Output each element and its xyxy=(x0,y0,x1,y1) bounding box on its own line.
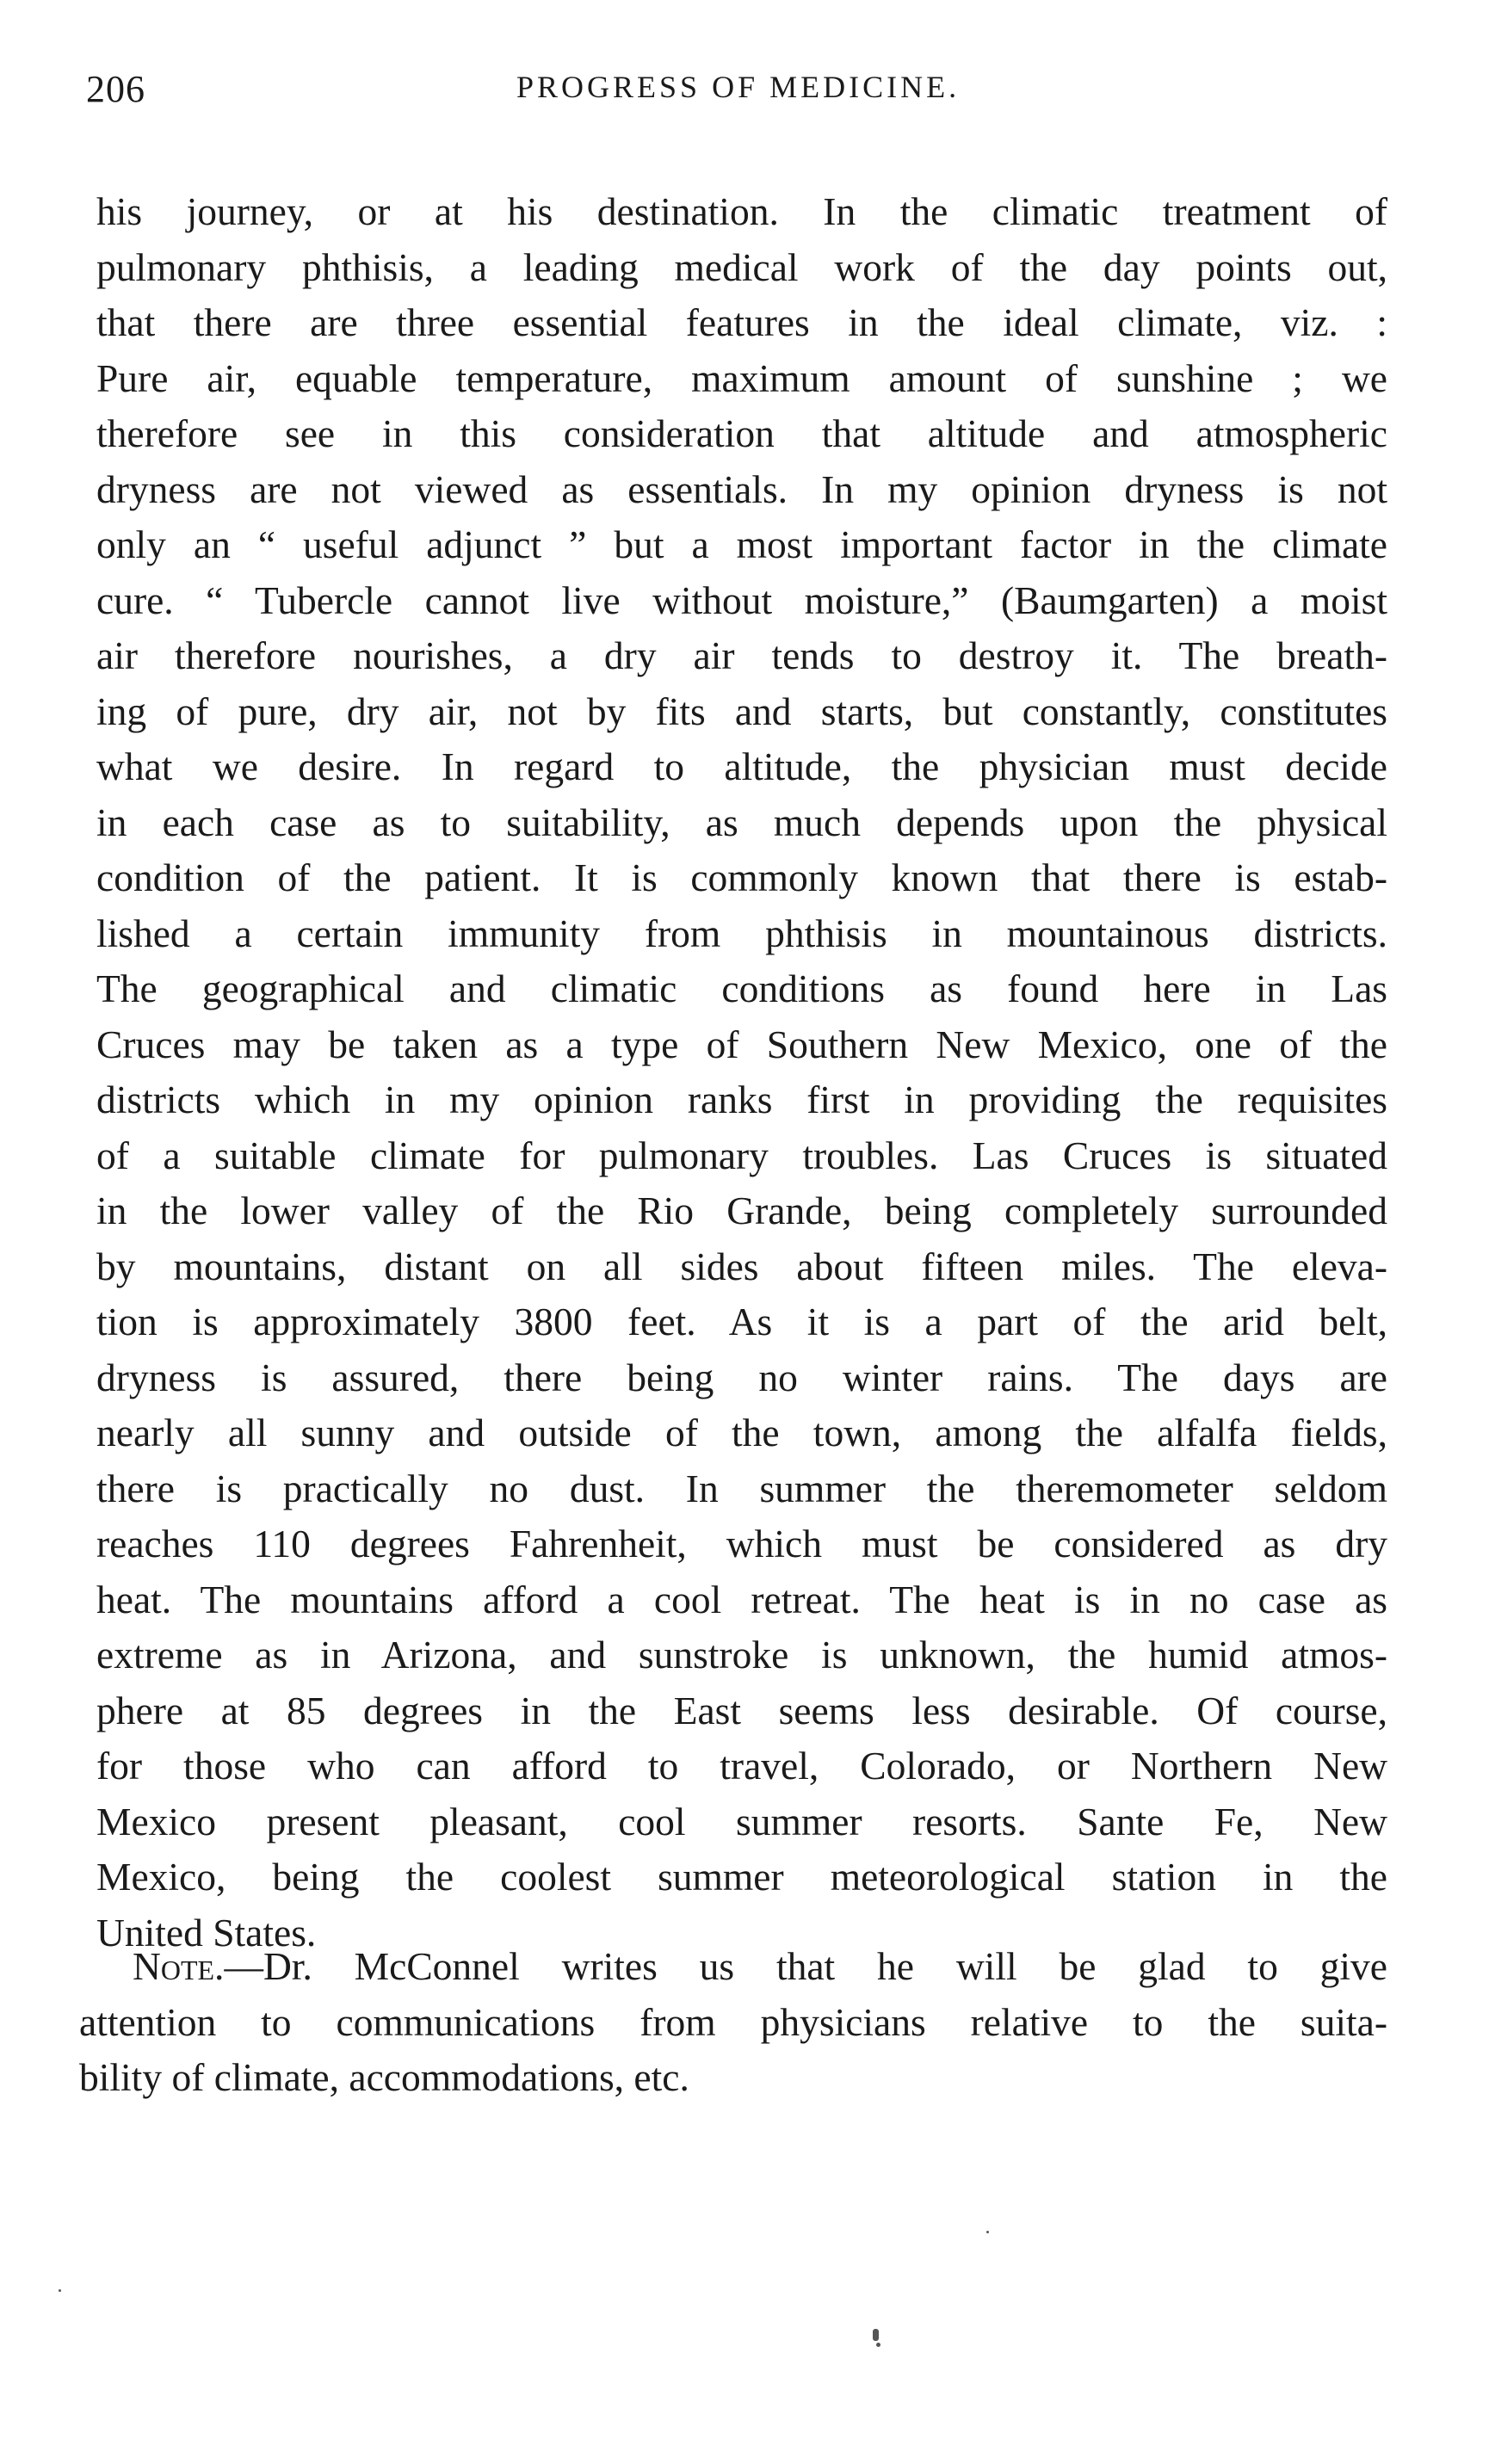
text-line: what we desire. In regard to altitude, the physician must decide xyxy=(96,744,1387,788)
note-line: attention to communications from physicians relative to the suita- xyxy=(79,1999,1387,2044)
text-line: ing of pure, dry air, not by fits and starts, but constantly, constitutes xyxy=(96,689,1387,733)
speck-mark xyxy=(59,2289,61,2292)
text-line: air therefore nourishes, a dry air tends to destroy it. The breath- xyxy=(96,633,1387,677)
note-paragraph xyxy=(79,1939,1387,2106)
text-line: Mexico, being the coolest summer meteorological station in the xyxy=(96,1855,1387,1899)
text-line: nearly all sunny and outside of the town, among the alfalfa fields, xyxy=(96,1411,1387,1454)
text-line: United States. xyxy=(96,1910,317,1955)
text-line: heat. The mountains afford a cool retreat. The heat is in no case as xyxy=(96,1577,1387,1621)
text-line: tion is approximately 3800 feet. As it is a part of the arid belt, xyxy=(96,1300,1387,1343)
text-line: districts which in my opinion ranks first in providing the requisites xyxy=(96,1078,1387,1121)
text-line: there is practically no dust. In summer the theremometer seldom xyxy=(96,1466,1387,1510)
speck-mark xyxy=(876,2343,880,2347)
text-line: condition of the patient. It is commonly known that there is estab- xyxy=(96,855,1387,899)
speck-mark xyxy=(873,2329,879,2341)
body-paragraph xyxy=(96,184,1387,1961)
text-line: lished a certain immunity from phthisis in mountainous districts. xyxy=(96,911,1387,955)
page-header xyxy=(86,67,1394,127)
text-line: pulmonary phthisis, a leading medical work of the day points out, xyxy=(96,244,1387,289)
note-first-line-text: —Dr. McConnel writes us that he will be glad to give xyxy=(224,1944,1387,1988)
text-line: for those who can afford to travel, Colorado, or Northern New xyxy=(96,1744,1387,1788)
text-line: cure. “ Tubercle cannot live without moisture,” (Baumgarten) a moist xyxy=(96,577,1387,622)
note-line: bility of climate, accommodations, etc. xyxy=(79,2055,689,2099)
text-line: Mexico present pleasant, cool summer resorts. Sante Fe, New xyxy=(96,1799,1387,1843)
note-first-line xyxy=(79,1939,1387,1995)
text-line: in each case as to suitability, as much depends upon the physical xyxy=(96,800,1387,844)
text-line: his journey, or at his destination. In the climatic treatment of xyxy=(96,189,1387,233)
speck-mark xyxy=(986,2231,989,2233)
text-line: therefore see in this consideration that altitude and atmospheric xyxy=(96,411,1387,455)
text-line: that there are three essential features in the ideal climate, viz. : xyxy=(96,300,1387,344)
text-line: reaches 110 degrees Fahrenheit, which must be considered as dry xyxy=(96,1522,1387,1565)
text-line: extreme as in Arizona, and sunstroke is unknown, the humid atmos- xyxy=(96,1633,1387,1677)
text-line: Cruces may be taken as a type of Southern New Mexico, one of the xyxy=(96,1022,1387,1066)
note-label: Note. xyxy=(133,1944,225,1988)
text-line: only an “ useful adjunct ” but a most important factor in the climate xyxy=(96,522,1387,566)
text-line: Pure air, equable temperature, maximum amount of sunshine ; we xyxy=(96,355,1387,400)
text-line: dryness is assured, there being no winter rains. The days are xyxy=(96,1355,1387,1399)
text-line: of a suitable climate for pulmonary troubles. Las Cruces is situated xyxy=(96,1133,1387,1177)
text-line: phere at 85 degrees in the East seems less desirable. Of course, xyxy=(96,1688,1387,1732)
text-line: in the lower valley of the Rio Grande, being completely surrounded xyxy=(96,1189,1387,1232)
running-head: PROGRESS OF MEDICINE. xyxy=(516,70,961,104)
text-line: by mountains, distant on all sides about fifteen miles. The eleva- xyxy=(96,1244,1387,1288)
text-line: dryness are not viewed as essentials. In my opinion dryness is not xyxy=(96,466,1387,511)
page-number: 206 xyxy=(86,68,145,110)
text-line: The geographical and climatic conditions as found here in Las xyxy=(96,966,1387,1010)
